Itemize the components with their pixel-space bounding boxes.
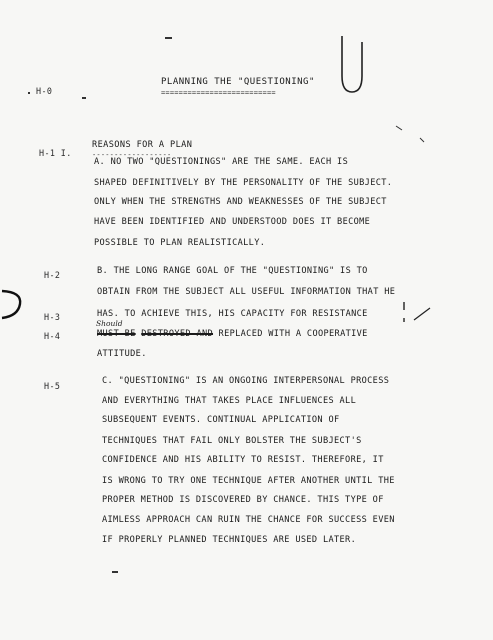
struck-text: DESTROYED AND bbox=[141, 329, 214, 339]
margin-label-h4: H-4 bbox=[44, 331, 61, 341]
stray-mark-right bbox=[394, 122, 434, 146]
paragraph-c-line: CONFIDENCE AND HIS ABILITY TO RESIST. THEREFORE, IT bbox=[102, 455, 384, 465]
section-heading: REASONS FOR A PLAN bbox=[92, 140, 193, 150]
paragraph-b-line: ATTITUDE. bbox=[97, 349, 147, 359]
margin-label-h1: H-1 I. bbox=[39, 148, 72, 158]
title-underline: ========================== bbox=[161, 89, 276, 97]
stray-dash-top bbox=[165, 37, 172, 39]
handwritten-insert: Should bbox=[96, 319, 123, 328]
paragraph-c-line: AIMLESS APPROACH CAN RUIN THE CHANCE FOR SUCCESS EVEN bbox=[102, 515, 395, 525]
paragraph-c-line: PROPER METHOD IS DISCOVERED BY CHANCE. THIS TYPE OF bbox=[102, 495, 384, 505]
paragraph-a-line: HAVE BEEN IDENTIFIED AND UNDERSTOOD DOES IT BECOME bbox=[94, 217, 371, 227]
remaining-text: REPLACED WITH A COOPERATIVE bbox=[218, 329, 368, 339]
section-heading-underline: ------------------ bbox=[92, 151, 172, 159]
margin-label-h5: H-5 bbox=[44, 381, 61, 391]
margin-label-h0: H-0 bbox=[36, 86, 53, 96]
paragraph-c-line: SUBSEQUENT EVENTS. CONTINUAL APPLICATION OF bbox=[102, 415, 340, 425]
paragraph-a-line: A. NO TWO "QUESTIONINGS" ARE THE SAME. EACH IS bbox=[94, 157, 349, 167]
margin-label-h2: H-2 bbox=[44, 270, 61, 280]
paragraph-a-line: POSSIBLE TO PLAN REALISTICALLY. bbox=[94, 238, 266, 248]
paragraph-b-line: HAS. TO ACHIEVE THIS, HIS CAPACITY FOR RESISTANCE bbox=[97, 309, 368, 319]
paragraph-c-line: IF PROPERLY PLANNED TECHNIQUES ARE USED LATER. bbox=[102, 535, 357, 545]
struck-text: MUST BE bbox=[97, 329, 136, 339]
margin-label-h3: H-3 bbox=[44, 312, 61, 322]
stray-dot-left bbox=[28, 92, 30, 94]
stray-dash-bottom bbox=[112, 571, 118, 573]
paragraph-b-line: B. THE LONG RANGE GOAL OF THE "QUESTIONING" IS TO bbox=[97, 266, 368, 276]
paragraph-a-line: SHAPED DEFINITIVELY BY THE PERSONALITY OF THE SUBJECT. bbox=[94, 178, 393, 188]
paragraph-c-line: TECHNIQUES THAT FAIL ONLY BOLSTER THE SUBJECT'S bbox=[102, 436, 362, 446]
stray-dash-left bbox=[82, 97, 86, 99]
paragraph-a-line: ONLY WHEN THE STRENGTHS AND WEAKNESSES OF THE SUBJECT bbox=[94, 197, 387, 207]
margin-bracket-mark bbox=[0, 288, 26, 322]
paragraph-b-line-edited bbox=[97, 329, 368, 339]
paragraph-b-line: OBTAIN FROM THE SUBJECT ALL USEFUL INFORMATION THAT HE bbox=[97, 287, 396, 297]
margin-check-mark bbox=[400, 300, 434, 326]
paper-clip-mark bbox=[336, 34, 368, 96]
paragraph-c-line: IS WRONG TO TRY ONE TECHNIQUE AFTER ANOTHER UNTIL THE bbox=[102, 476, 395, 486]
paragraph-c-line: C. "QUESTIONING" IS AN ONGOING INTERPERSONAL PROCESS bbox=[102, 376, 390, 386]
paragraph-c-line: AND EVERYTHING THAT TAKES PLACE INFLUENCES ALL bbox=[102, 396, 357, 406]
page-title: PLANNING THE "QUESTIONING" bbox=[161, 77, 315, 87]
